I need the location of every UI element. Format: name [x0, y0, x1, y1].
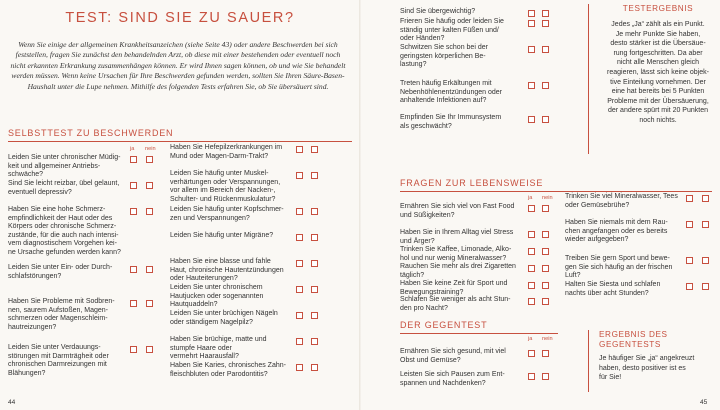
nein-label: nein [145, 146, 156, 152]
testergebnis-box [588, 4, 717, 154]
question-text: Schwitzen Sie schon bei der geringsten körperlichen Be- lastung? [400, 44, 488, 68]
nein-checkbox[interactable] [311, 172, 318, 179]
nein-checkbox[interactable] [311, 146, 318, 153]
nein-checkbox[interactable] [542, 20, 549, 27]
ja-checkbox[interactable] [296, 172, 303, 179]
ja-checkbox[interactable] [528, 116, 535, 123]
nein-checkbox[interactable] [311, 338, 318, 345]
nein-checkbox[interactable] [146, 300, 153, 307]
nein-checkbox[interactable] [311, 234, 318, 241]
ja-checkbox[interactable] [528, 20, 535, 27]
nein-checkbox[interactable] [311, 260, 318, 267]
testergebnis-text: Jedes „Ja“ zählt als ein Punkt. Je mehr Punkte Sie haben, desto stärker ist die Übersäue- rung fortgeschritten. Da aber nicht alle Menschen gleich reagieren, lässt sich keine objek- tive Einteilung vornehmen. Der eine hat bereits bei 5 Punkten Probleme mit der Übersäuerung, der andere spürt mit 20 Punkten noch nichts. [607, 21, 709, 124]
ja-checkbox[interactable] [130, 156, 137, 163]
nein-checkbox[interactable] [702, 257, 709, 264]
question-text: Schlafen Sie weniger als acht Stun- den pro Nacht? [400, 296, 511, 312]
question-text: Haben Sie Karies, chronisches Zahn- fleischbluten oder Parodontitis? [170, 362, 286, 378]
nein-checkbox[interactable] [311, 286, 318, 293]
question-text: Treiben Sie gern Sport und bewe- gen Sie sich häufig an der frischen Luft? [565, 255, 673, 279]
section-rule-gegentest [400, 333, 558, 334]
question-text: Halten Sie Siesta und schlafen nachts über acht Stunden? [565, 281, 661, 297]
nein-checkbox[interactable] [702, 195, 709, 202]
nein-checkbox[interactable] [702, 283, 709, 290]
nein-checkbox[interactable] [542, 82, 549, 89]
ja-checkbox[interactable] [296, 286, 303, 293]
question-text: Leiden Sie unter chronischem Hautjucken oder sogenannten Hautquaddeln? [170, 284, 264, 308]
question-text: Leiden Sie häufig unter Muskel- verhärtungen oder Verspannungen, vor allem im Bereich der Nacken-, Schulter- und Rückenmuskulatur? [170, 170, 281, 203]
ja-checkbox[interactable] [130, 300, 137, 307]
question-text: Leiden Sie unter brüchigen Nägeln oder ständigem Nagelpilz? [170, 310, 278, 326]
section-heading-lebensweise: FRAGEN ZUR LEBENSWEISE [400, 178, 544, 188]
page-number-right: 45 [700, 399, 708, 406]
question-text: Haben Sie keine Zeit für Sport und Bewegungstraining? [400, 280, 508, 296]
page-title: TEST: SIND SIE ZU SAUER? [65, 10, 295, 26]
ja-checkbox[interactable] [296, 260, 303, 267]
intro-text [8, 40, 348, 92]
ja-checkbox[interactable] [130, 208, 137, 215]
nein-checkbox[interactable] [542, 205, 549, 212]
ja-checkbox[interactable] [528, 231, 535, 238]
ja-checkbox[interactable] [686, 257, 693, 264]
question-text: Frieren Sie häufig oder leiden Sie ständig unter kalten Füßen und/ oder Händen? [400, 18, 504, 42]
intro-paragraph: Wenn Sie einige der allgemeinen Krankheitsanzeichen (siehe Seite 43) oder andere Beschwerden bei sich feststellen, fragen Sie zunächst den behandelnden Arzt, ob diese mit einer bestehenden oder eventuell noch nicht erkannten Erkrankung zusammenhängen können. Er wird Ihnen sagen können, ob und wie Sie behandelt werden müssen. Wenn keine Ursachen für Ihre Beschwerden gefunden werden, sollten Sie Ihren Säure-Basen-Haushalt unter die Lupe nehmen. Mithilfe des folgenden Tests erfahren Sie, ob Sie übersäuert sind. [10, 40, 346, 91]
nein-checkbox[interactable] [542, 298, 549, 305]
question-text: Rauchen Sie mehr als drei Zigaretten täglich? [400, 263, 516, 279]
ja-checkbox[interactable] [296, 338, 303, 345]
testergebnis-title: TESTERGEBNIS [622, 4, 694, 13]
ja-checkbox[interactable] [296, 208, 303, 215]
question-text: Ernähren Sie sich gesund, mit viel Obst und Gemüse? [400, 348, 506, 364]
nein-checkbox[interactable] [146, 182, 153, 189]
question-text: Sind Sie leicht reizbar, übel gelaunt, eventuell depressiv? [8, 180, 120, 196]
page-number-left: 44 [8, 399, 16, 406]
nein-checkbox[interactable] [542, 265, 549, 272]
nein-checkbox[interactable] [542, 116, 549, 123]
question-text: Leiden Sie unter Ein- oder Durch- schlafstörungen? [8, 264, 113, 280]
question-text: Haben Sie brüchige, matte und stumpfe Haare oder vermehrt Haarausfall? [170, 336, 267, 360]
question-text: Haben Sie eine hohe Schmerz- empfindlichkeit der Haut oder des Körpers oder chronische Schmerz- zustände, für die auch nach intensi- vem diagnostischem Vorgehen kei- ne Ursache gefunden werden kann? [8, 206, 121, 256]
nein-checkbox[interactable] [542, 231, 549, 238]
ja-checkbox[interactable] [528, 350, 535, 357]
ja-checkbox[interactable] [528, 205, 535, 212]
ja-checkbox[interactable] [528, 82, 535, 89]
ja-label-gegentest: ja [528, 336, 533, 342]
question-text: Trinken Sie Kaffee, Limonade, Alko- hol und nur wenig Mineralwasser? [400, 246, 512, 262]
ja-checkbox[interactable] [130, 182, 137, 189]
question-text: Leiden Sie häufig unter Migräne? [170, 232, 274, 239]
ja-checkbox[interactable] [130, 266, 137, 273]
question-text: Sind Sie übergewichtig? [400, 8, 476, 15]
question-text: Haben Sie eine blasse und fahle Haut, chronische Hautentzündungen oder Hauteiterungen? [170, 258, 284, 282]
ja-checkbox[interactable] [528, 282, 535, 289]
nein-checkbox[interactable] [146, 208, 153, 215]
ja-checkbox[interactable] [528, 298, 535, 305]
question-text: Ernähren Sie sich viel von Fast Food und Süßigkeiten? [400, 203, 515, 219]
ja-label: ja [130, 146, 135, 152]
question-text: Haben Sie niemals mit dem Rau- chen angefangen oder es bereits wieder aufgegeben? [565, 219, 668, 243]
nein-checkbox[interactable] [311, 208, 318, 215]
nein-checkbox[interactable] [146, 156, 153, 163]
question-text: Haben Sie Probleme mit Sodbren- nen, saurem Aufstoßen, Magen- schmerzen oder Magenschleim- hautreizungen? [8, 298, 115, 331]
ja-checkbox[interactable] [528, 265, 535, 272]
question-text: Haben Sie Hefepilzerkrankungen im Mund oder Magen-Darm-Trakt? [170, 144, 283, 160]
ja-checkbox[interactable] [296, 146, 303, 153]
section-rule [8, 141, 352, 142]
nein-checkbox[interactable] [542, 350, 549, 357]
question-text: Empfinden Sie Ihr Immunsystem als geschwächt? [400, 114, 502, 130]
nein-label-gegentest: nein [542, 336, 553, 342]
nein-checkbox[interactable] [146, 346, 153, 353]
question-text: Trinken Sie viel Mineralwasser, Tees oder Gemüsebrühe? [565, 193, 678, 209]
question-text: Leisten Sie sich Pausen zum Ent- spannen und Nachdenken? [400, 371, 505, 387]
gegentest-result-title: ERGEBNIS DES GEGENTESTS [599, 330, 668, 349]
question-text: Leiden Sie häufig unter Kopfschmer- zen und Verspannungen? [170, 206, 284, 222]
ja-checkbox[interactable] [528, 10, 535, 17]
ja-checkbox[interactable] [528, 248, 535, 255]
ja-checkbox[interactable] [130, 346, 137, 353]
nein-checkbox[interactable] [542, 282, 549, 289]
section-heading-gegentest: DER GEGENTEST [400, 320, 488, 330]
nein-checkbox[interactable] [702, 221, 709, 228]
nein-checkbox[interactable] [311, 312, 318, 319]
question-text: Leiden Sie unter chronischer Müdig- keit und allgemeiner Antriebs- schwäche? [8, 154, 121, 178]
nein-checkbox[interactable] [542, 373, 549, 380]
nein-checkbox[interactable] [542, 248, 549, 255]
ja-checkbox[interactable] [686, 283, 693, 290]
nein-checkbox[interactable] [542, 10, 549, 17]
ja-checkbox[interactable] [528, 373, 535, 380]
ja-label-right: ja [528, 195, 533, 201]
nein-checkbox[interactable] [146, 266, 153, 273]
gegentest-result-box [588, 330, 717, 392]
question-text: Haben Sie in Ihrem Alltag viel Stress und Ärger? [400, 229, 514, 245]
ja-checkbox[interactable] [296, 364, 303, 371]
section-heading-beschwerden: SELBSTTEST ZU BESCHWERDEN [8, 128, 174, 138]
question-text: Leiden Sie unter Verdauungs- störungen mit Darmträgheit oder chronischen Darmreizungen mit Blähungen? [8, 344, 109, 377]
ja-checkbox[interactable] [296, 234, 303, 241]
nein-checkbox[interactable] [311, 364, 318, 371]
gegentest-result-text: Je häufiger Sie „ja“ angekreuzt haben, desto positiver ist es für Sie! [599, 355, 695, 382]
ja-checkbox[interactable] [686, 195, 693, 202]
section-rule-lebensweise [400, 191, 712, 192]
ja-checkbox[interactable] [528, 46, 535, 53]
ja-checkbox[interactable] [686, 221, 693, 228]
question-text: Treten häufig Erkältungen mit Nebenhöhlenentzündungen oder anhaltende Infektionen auf? [400, 80, 502, 104]
ja-checkbox[interactable] [296, 312, 303, 319]
nein-checkbox[interactable] [542, 46, 549, 53]
nein-label-right: nein [542, 195, 553, 201]
book-spine [359, 0, 361, 410]
